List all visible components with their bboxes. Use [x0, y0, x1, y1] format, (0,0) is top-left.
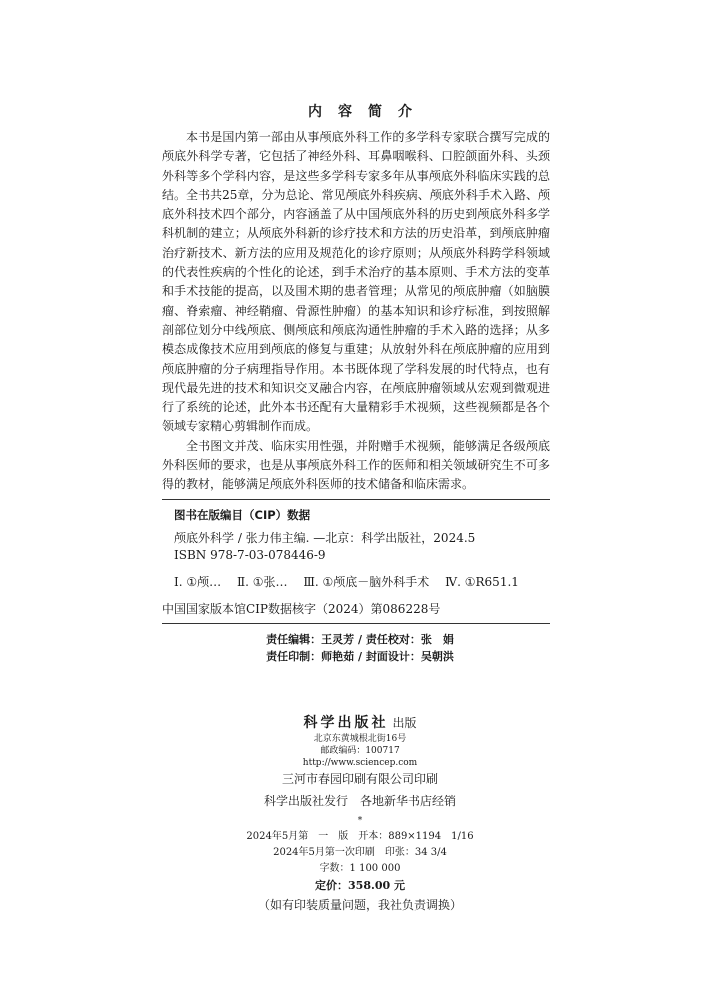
printing-info: 2024年5月第一次印刷 印张：34 3/4: [273, 847, 447, 858]
cip-heading: 图书在版编目（CIP）数据: [174, 508, 311, 522]
staff-credits: [0, 631, 720, 665]
staff-line-2: 责任印制：师艳茹 / 封面设计：吴朝洪: [266, 650, 454, 663]
publisher-suffix: 出版: [392, 716, 417, 730]
word-count: 字数：1 100 000: [319, 863, 401, 874]
cip-top-rule: [162, 499, 550, 500]
edition-info: 2024年5月第 一 版 开本：889×1194 1/16: [246, 831, 474, 842]
intro-title: 内容简介: [308, 104, 428, 120]
intro-paragraph-2: 全书图文并茂、临床实用性强，并附赠手术视频，能够满足各级颅底外科医师的要求，也是从事颅底外科工作的医师和相关领域研究生不可多得的教材，能够满足颅底外科医师的技术储备和临床需求。: [162, 438, 550, 492]
publisher-name: 科学出版社: [303, 715, 389, 731]
cip-isbn: ISBN 978-7-03-078446-9: [174, 548, 326, 562]
intro-text: [162, 128, 550, 495]
cip-class-3: Ⅲ. ①颅底－脑外科手术: [303, 575, 430, 589]
staff-line-1: 责任编辑：王灵芳 / 责任校对：张 娟: [266, 633, 454, 646]
publisher-postcode: 邮政编码：100717: [320, 746, 400, 756]
publisher-website: http://www.sciencep.com: [302, 758, 418, 768]
cip-class-1: Ⅰ. ①颅…: [174, 575, 222, 589]
quality-notice: （如有印装质量问题，我社负责调换）: [257, 898, 462, 912]
cip-approval: 中国国家版本馆CIP数据核字（2024）第086228号: [162, 602, 441, 616]
separator-star: *: [357, 816, 363, 826]
cip-classification: [174, 573, 531, 590]
distribution: 科学出版社发行 各地新华书店经销: [263, 794, 456, 808]
publisher-line: [0, 712, 720, 733]
intro-paragraph-1: 本书是国内第一部由从事颅底外科工作的多学科专家联合撰写完成的颅底外科学专著，它包括了神经外科、耳鼻咽喉科、口腔颌面外科、头颈外科等多个学科内容，是这些多学科专家多年从事颅底外科临床实践的总结。全书共25章，分为总论、常见颅底外科疾病、颅底外科手术入路、颅底外科技术四个部分，内容涵盖了从中国颅底外科的历史到颅底外科多学科机制的建立；从颅底外科新的诊疗技术和方法的历史沿革，到颅底肿瘤治疗新技术、新方法的应用及规范化的诊疗原则；从颅底外科跨学科领域的代表性疾病的个性化的论述，到手术治疗的基本原则、手术方法的变革和手术技能的提高，以及围术期的患者管理；从常见的颅底肿瘤（如脑膜瘤、脊索瘤、神经鞘瘤、骨源性肿瘤）的基本知识和诊疗标准，到按照解剖部位划分中线颅底、侧颅底和颅底沟通性肿瘤的手术入路的选择；从多模态成像技术应用到颅底的修复与重建；从放射外科在颅底肿瘤的应用到颅底肿瘤的分子病理指导作用。本书既体现了学科发展的时代特点，也有现代最先进的技术和知识交叉融合内容，在颅底肿瘤领域从宏观到微观进行了系统的论述，此外本书还配有大量精彩手术视频，这些视频都是各个领域专家精心剪辑制作而成。: [162, 130, 550, 434]
publisher-address: 北京东黄城根北街16号: [313, 734, 407, 744]
price: 定价：358.00 元: [315, 879, 405, 892]
publisher-block: [0, 712, 720, 915]
cip-bottom-rule: [162, 623, 550, 624]
printer: 三河市春园印刷有限公司印刷: [281, 772, 438, 786]
cip-class-4: Ⅳ. ①R651.1: [445, 575, 519, 589]
cip-class-2: Ⅱ. ①张…: [236, 575, 288, 589]
cip-record: 颅底外科学 / 张力伟主编. —北京：科学出版社，2024.5: [174, 531, 476, 545]
